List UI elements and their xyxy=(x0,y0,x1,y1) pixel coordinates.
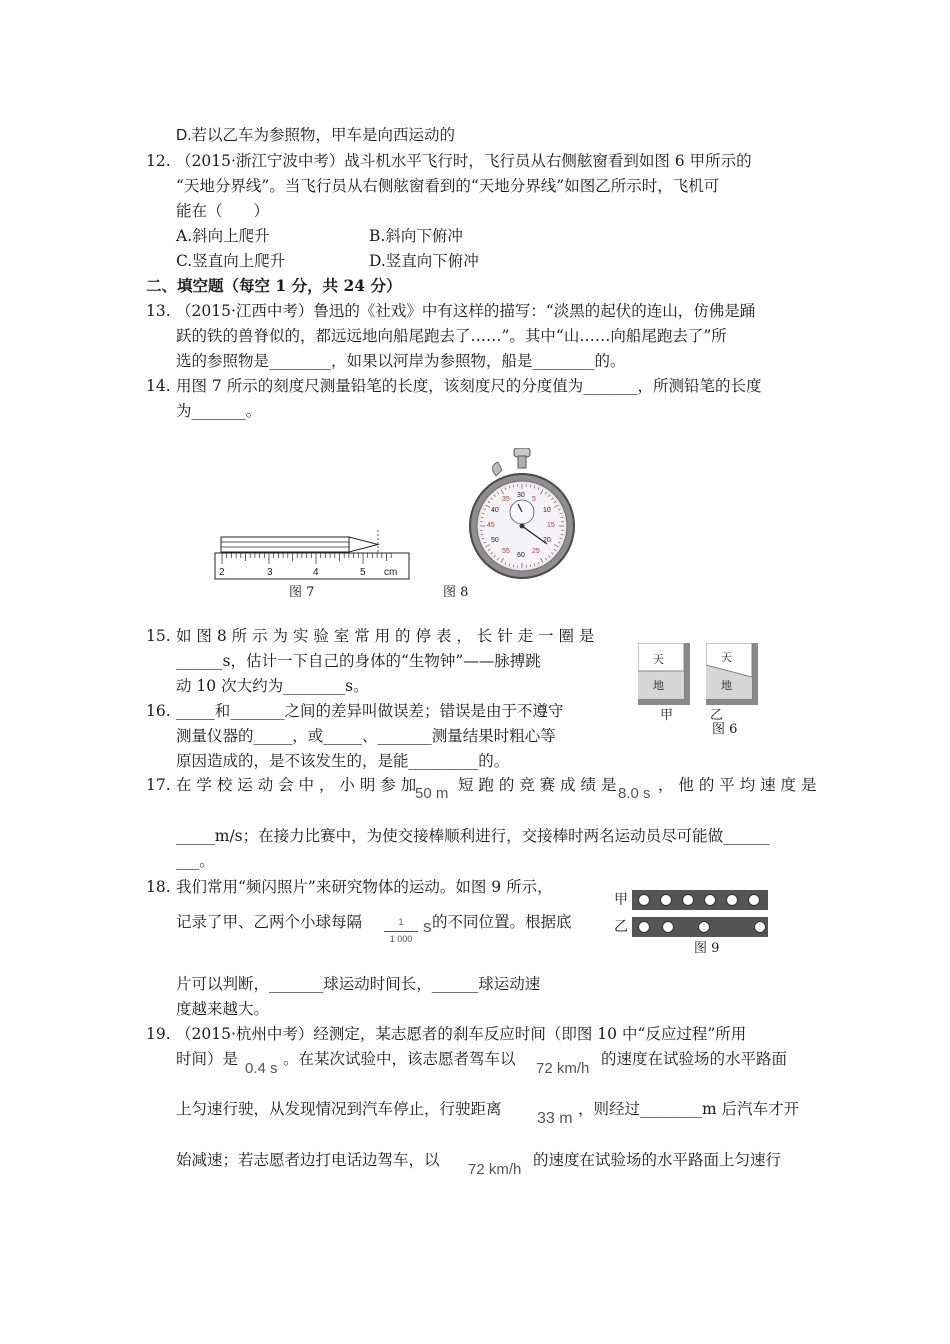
q17-line-3: ___。 xyxy=(176,852,215,870)
ruler-label-2: 2 xyxy=(219,567,225,578)
q17-formula-distance: 50 m xyxy=(415,785,449,802)
dial-number: 5 xyxy=(532,496,536,504)
q18-line-3: 片可以判断，_______球运动时间长，______球运动速 xyxy=(176,975,541,993)
fig9-ball-b xyxy=(662,921,674,933)
fig9-row-a-label: 甲 xyxy=(614,892,628,908)
q19-formula-speed-2: 72 km/h xyxy=(468,1161,522,1178)
ruler-label-4: 4 xyxy=(313,567,319,578)
q19-formula-reaction: 0.4 s xyxy=(245,1060,278,1077)
q12-line-1: （2015·浙江宁波中考）战斗机水平飞行时，飞行员从右侧舷窗看到如图 6 甲所示的 xyxy=(176,152,752,170)
q19-line-2b: 。在某次试验中，该志愿者驾车以 xyxy=(283,1050,516,1068)
dial-number: 15 xyxy=(547,522,555,529)
dial-number: 40 xyxy=(491,507,499,514)
fig9-row-b-label: 乙 xyxy=(614,919,628,935)
dial-number: 60 xyxy=(517,552,525,559)
fig9-ball-a xyxy=(660,894,672,906)
figure-7-caption: 图 7 xyxy=(289,585,315,600)
q19-formula-speed-1: 72 km/h xyxy=(536,1060,590,1077)
dial-number: 35 xyxy=(502,496,510,504)
q18-line-4: 度越来越大。 xyxy=(176,1000,270,1018)
q19-line-2a: 时间）是 xyxy=(176,1050,239,1068)
q14-line-2: 为_______。 xyxy=(176,402,262,420)
q13-line-1: （2015·江西中考）鲁迅的《社戏》中有这样的描写：“淡黑的起伏的连山，仿佛是踊 xyxy=(176,302,756,320)
q19-line-2c: 的速度在试验场的水平路面 xyxy=(601,1050,788,1068)
figure-8-caption: 图 8 xyxy=(443,585,469,600)
section-2-title: 二、填空题（每空 1 分，共 24 分） xyxy=(146,276,402,295)
fig9-strip-a xyxy=(632,890,768,910)
figure-6-caption: 图 6 xyxy=(712,722,738,737)
q17-line-1b: 短 跑 的 竞 赛 成 绩 是 xyxy=(458,776,617,794)
q19-line-1: （2015·杭州中考）经测定，某志愿者的刹车反应时间（即图 10 中“反应过程”所用 xyxy=(176,1025,747,1043)
figure-7 xyxy=(212,520,412,582)
fig6b-sky-label: 天 xyxy=(721,651,732,664)
q15-line-2: ______s，估计一下自己的身体的“生物钟”——脉搏跳 xyxy=(176,652,541,670)
dial-number: 20 xyxy=(542,537,551,544)
q19-number: 19. xyxy=(146,1025,171,1043)
ruler-label-3: 3 xyxy=(267,567,273,578)
q14-line-1: 用图 7 所示的刻度尺测量铅笔的长度，该刻度尺的分度值为_______，所测铅笔的长度 xyxy=(176,377,762,395)
dial-number: 50 xyxy=(491,537,499,544)
q17-number: 17. xyxy=(146,776,171,794)
q19-line-3a: 上匀速行驶，从发现情况到汽车停止，行驶距离 xyxy=(176,1100,502,1118)
q17-line-1c: ， 他 的 平 均 速 度 是 xyxy=(658,776,817,794)
dial-number: 55 xyxy=(502,547,510,555)
q17-line-2: _____m/s；在接力比赛中，为使交接棒顺利进行，交接棒时两名运动员尽可能做______ xyxy=(176,827,770,845)
q18-line-2a: 记录了甲、乙两个小球每隔 xyxy=(176,913,363,931)
q12-line-3: 能在（ ） xyxy=(176,202,270,220)
fig9-ball-a xyxy=(682,894,694,906)
figure-6-label-b: 乙 xyxy=(710,708,724,723)
q19-line-4a: 始减速；若志愿者边打电话边驾车，以 xyxy=(176,1151,440,1169)
q19-line-3b: ，则经过________m 后汽车才开 xyxy=(578,1100,800,1118)
fig6a-sky-label: 天 xyxy=(653,653,664,666)
q15-line-1: 如 图 8 所 示 为 实 验 室 常 用 的 停 表 ， 长 针 走 一 圈 是 xyxy=(176,627,595,645)
stopwatch-illustration xyxy=(466,448,576,580)
q17-line-1a: 在 学 校 运 动 会 中 ， 小 明 参 加 xyxy=(176,776,417,794)
q12-option-b: B.斜向下俯冲 xyxy=(369,227,463,245)
fig9-ball-b xyxy=(754,921,766,933)
figure-6-panel-b xyxy=(706,643,758,705)
figure-8 xyxy=(466,448,576,580)
q12-number: 12. xyxy=(146,152,171,170)
q12-line-2: “天地分界线”。当飞行员从右侧舷窗看到的“天地分界线”如图乙所示时，飞机可 xyxy=(176,177,720,195)
q15-line-3: 动 10 次大约为________s。 xyxy=(176,677,369,695)
q17-formula-time: 8.0 s xyxy=(618,785,651,802)
ruler-label-5: 5 xyxy=(360,567,366,578)
fig9-ball-a xyxy=(704,894,716,906)
q18-fraction-numerator: 1 xyxy=(398,917,404,927)
q18-unit-s: s xyxy=(423,917,432,936)
q11-option-d: D.若以乙车为参照物，甲车是向西运动的 xyxy=(176,127,456,144)
dial-number: 25 xyxy=(532,547,540,555)
q18-number: 18. xyxy=(146,878,171,896)
fig9-ball-a xyxy=(726,894,738,906)
q13-number: 13. xyxy=(146,302,171,320)
fig9-ball-b xyxy=(638,921,650,933)
figure-9-caption: 图 9 xyxy=(694,941,720,956)
ruler-unit-label: cm xyxy=(384,567,398,578)
fig9-strip-b xyxy=(632,917,768,937)
fig9-ball-b xyxy=(698,921,710,933)
q18-fraction-denominator: 1 000 xyxy=(389,934,413,944)
q18-line-2c: 的不同位置。根据底 xyxy=(432,913,572,931)
q12-option-d: D.竖直向下俯冲 xyxy=(369,252,479,270)
q19-formula-distance: 33 m xyxy=(537,1110,573,1127)
dial-number: 45 xyxy=(487,522,495,529)
fig9-ball-a xyxy=(748,894,760,906)
figure-6-panel-a xyxy=(638,643,690,705)
dial-number: 30 xyxy=(517,492,525,499)
q12-option-c: C.竖直向上爬升 xyxy=(176,252,286,270)
fig6a-earth-label: 地 xyxy=(653,679,664,692)
fig9-ball-a xyxy=(638,894,650,906)
q16-line-3: 原因造成的，是不该发生的，是能_________的。 xyxy=(176,752,510,770)
q15-number: 15. xyxy=(146,627,171,645)
q16-line-2: 测量仪器的_____，或_____、_______测量结果时粗心等 xyxy=(176,727,556,745)
q13-line-3: 选的参照物是________，如果以河岸为参照物，船是________的。 xyxy=(176,352,626,370)
q12-option-a: A.斜向上爬升 xyxy=(176,227,270,245)
q16-line-1: _____和_______之间的差异叫做误差；错误是由于不遵守 xyxy=(176,702,564,720)
fig6b-earth-label: 地 xyxy=(721,679,732,692)
q16-number: 16. xyxy=(146,702,171,720)
q19-line-4b: 的速度在试验场的水平路面上匀速行 xyxy=(533,1151,782,1169)
figure-6-label-a: 甲 xyxy=(660,708,674,723)
q18-fraction xyxy=(384,917,418,945)
q18-line-1: 我们常用“频闪照片”来研究物体的运动。如图 9 所示， xyxy=(176,878,553,896)
q14-number: 14. xyxy=(146,377,171,395)
q13-line-2: 跃的铁的兽脊似的，都远远地向船尾跑去了……”。其中“山……向船尾跑去了”所 xyxy=(176,327,727,345)
dial-number: 10 xyxy=(542,507,551,514)
ruler-pencil-illustration xyxy=(212,520,412,582)
